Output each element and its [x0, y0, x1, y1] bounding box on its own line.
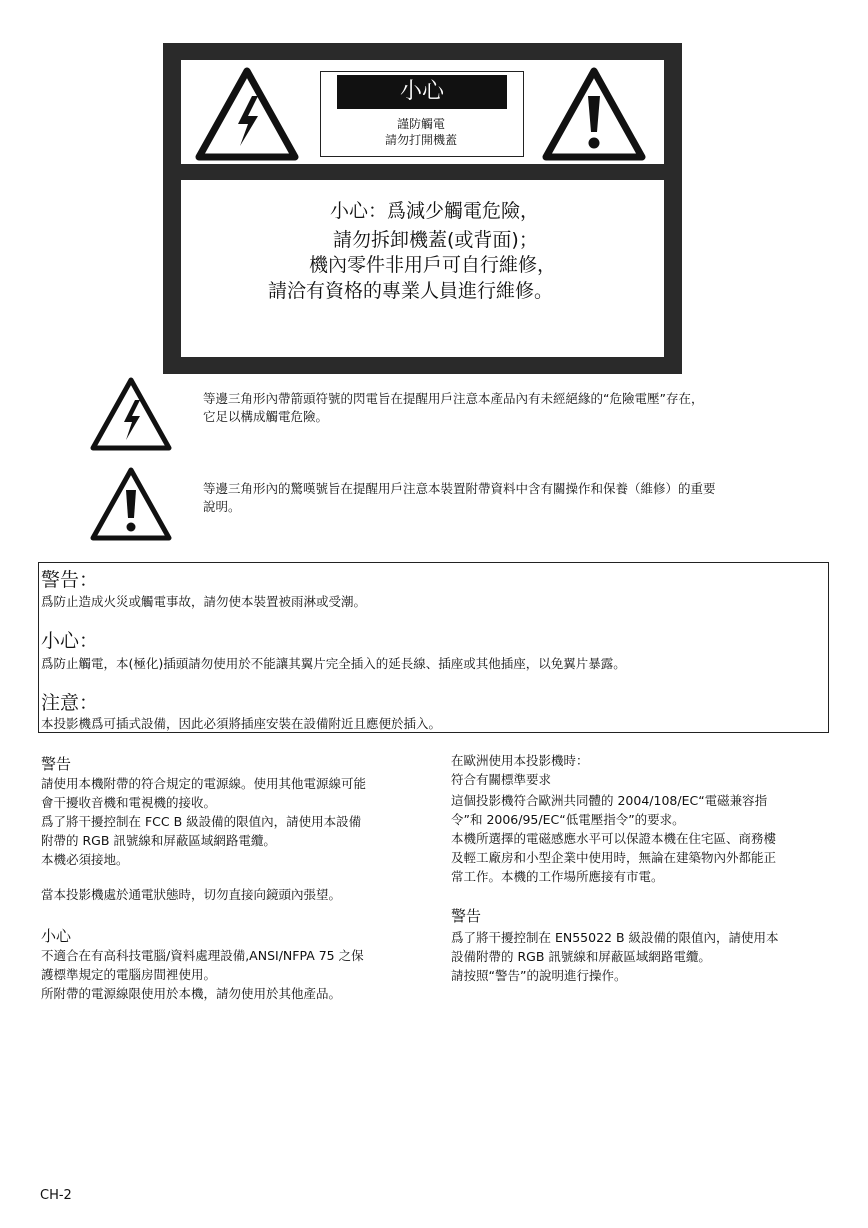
caution-title: 小心 [337, 75, 507, 109]
exclamation-explanation-2: 說明。 [203, 499, 241, 514]
right-warning-line-1: 爲了將干擾控制在 EN55022 B 級設備的限值內，請使用本 [451, 930, 779, 945]
boxed-notice-heading: 注意： [41, 692, 99, 714]
left-caution-line-2: 護標準規定的電腦房間裡使用。 [41, 967, 217, 982]
caution-subtitle-2: 請勿打開機蓋 [384, 133, 457, 147]
label-line-3: 機內零件非用戶可自行維修， [309, 254, 557, 276]
europe-line-5: 常工作。本機的工作場所應接有市電。 [451, 869, 664, 884]
europe-line-3: 本機所選擇的電磁感應水平可以保證本機在住宅區、商務樓 [451, 831, 777, 846]
left-caution-heading: 小心 [41, 927, 72, 945]
left-caution-line-1: 不適合在有高科技電腦/資料處理設備,ANSI/NFPA 75 之保 [41, 948, 364, 963]
boxed-caution-heading: 小心： [41, 630, 99, 652]
boxed-caution-text: 爲防止觸電，本(極化)插頭請勿使用於不能讓其翼片完全插入的延長線、插座或其他插座，以免翼片暴露。 [41, 656, 626, 671]
boxed-warnings [38, 562, 829, 733]
left-warning-line-4: 附帶的 RGB 訊號線和屏蔽區域網路電纜。 [41, 833, 276, 848]
left-warning-line-5: 本機必須接地。 [41, 852, 129, 867]
exclamation-explanation-1: 等邊三角形內的驚嘆號旨在提醒用戶注意本裝置附帶資料中含有關操作和保養（維修）的重要 [203, 481, 716, 496]
left-warning-line-3: 爲了將干擾控制在 FCC B 級設備的限值內，請使用本設備 [41, 814, 362, 829]
exclamation-warning-icon [541, 66, 647, 162]
boxed-warning-text: 爲防止造成火災或觸電事故，請勿使本裝置被雨淋或受潮。 [41, 594, 367, 609]
lightning-explanation-1: 等邊三角形內帶箭頭符號的閃電旨在提醒用戶注意本產品內有未經絕緣的“危險電壓”存在， [203, 391, 704, 406]
right-warning-heading: 警告 [451, 907, 482, 925]
label-line-2: 請勿拆卸機蓋(或背面)； [333, 229, 538, 251]
europe-heading: 在歐洲使用本投影機時： [451, 753, 589, 768]
boxed-notice-text: 本投影機爲可插式設備，因此必須將插座安裝在設備附近且應便於插入。 [41, 716, 442, 731]
europe-subheading: 符合有關標準要求 [451, 772, 552, 787]
europe-line-2: 令”和 2006/95/EC“低電壓指令”的要求。 [451, 812, 685, 827]
lightning-symbol-icon [89, 376, 173, 452]
left-warning-line-1: 請使用本機附帶的符合規定的電源線。使用其他電源線可能 [41, 776, 367, 791]
left-caution-line-3: 所附帶的電源線限使用於本機，請勿使用於其他產品。 [41, 986, 342, 1001]
left-warning-line-2: 會干擾收音機和電視機的接收。 [41, 795, 217, 810]
caution-subtitle-1: 謹防觸電 [396, 117, 445, 131]
boxed-warning-heading: 警告： [41, 569, 99, 591]
lightning-explanation-2: 它足以構成觸電危險。 [203, 409, 329, 424]
right-warning-line-3: 請按照“警告”的說明進行操作。 [451, 968, 627, 983]
lightning-warning-icon [194, 66, 300, 162]
label-line-4: 請洽有資格的專業人員進行維修。 [268, 280, 554, 302]
exclamation-symbol-icon [89, 466, 173, 542]
europe-line-4: 及輕工廠房和小型企業中使用時，無論在建築物內外都能正 [451, 850, 777, 865]
lens-warning-text: 當本投影機處於通電狀態時，切勿直接向鏡頭內張望。 [41, 887, 342, 902]
page-number: CH-2 [40, 1188, 72, 1203]
europe-line-1: 這個投影機符合歐洲共同體的 2004/108/EC“電磁兼容指 [451, 793, 768, 808]
label-line-1: 小心：爲減少觸電危險， [330, 200, 540, 222]
left-warning-heading: 警告 [41, 755, 72, 773]
right-warning-line-2: 設備附帶的 RGB 訊號線和屏蔽區域網路電纜。 [451, 949, 711, 964]
